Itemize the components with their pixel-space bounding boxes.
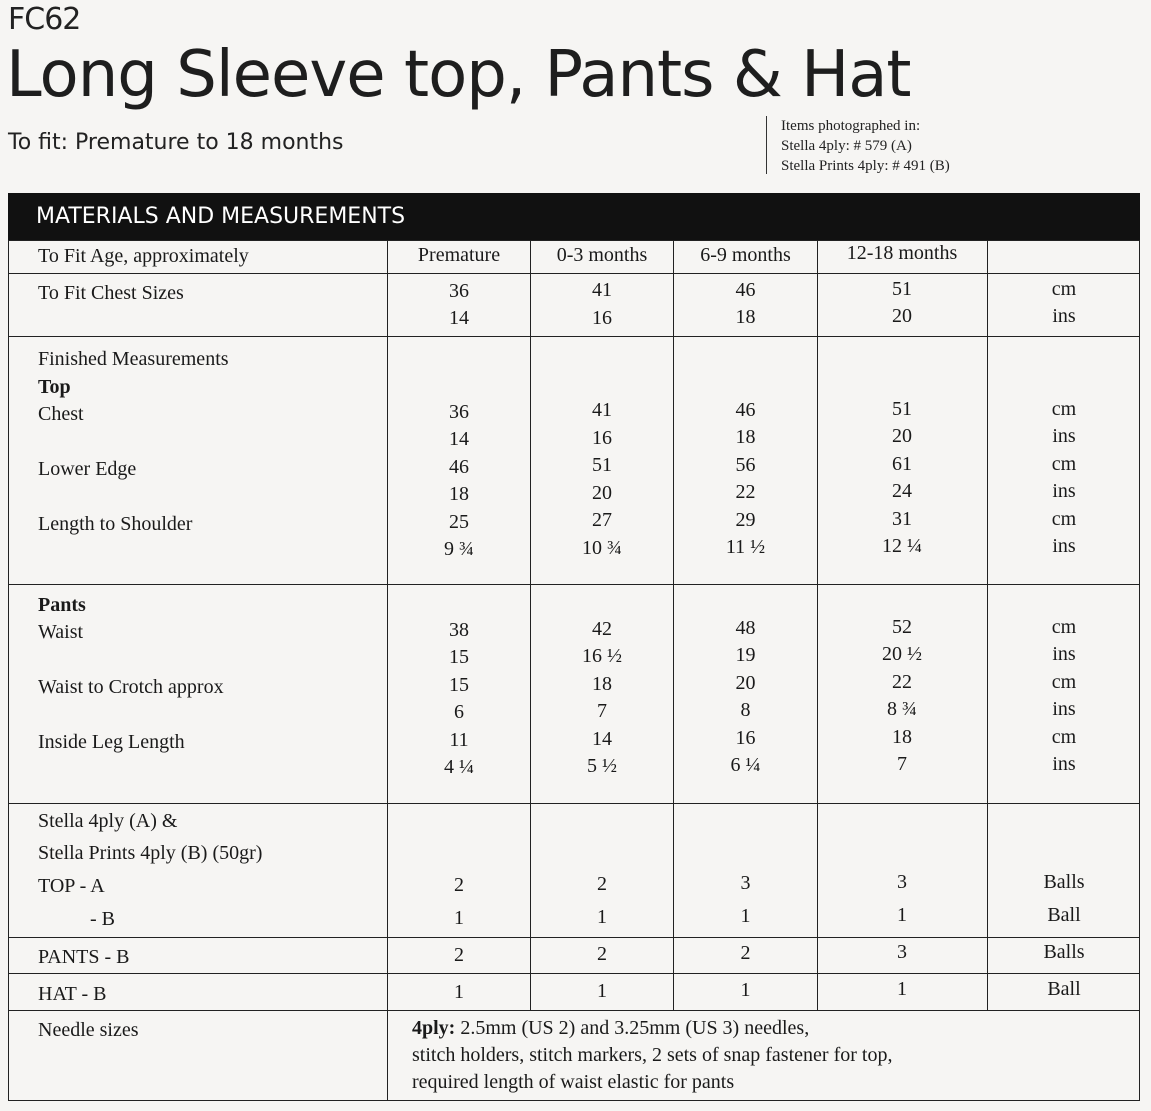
age-0-3: 0-3 months [556,244,648,266]
cell: 18 [592,673,612,695]
top-b-label: - B [90,908,115,930]
cell: 2 [454,874,464,896]
cell: 1 [454,981,464,1003]
cell: 14 [449,428,469,450]
cell: 1 [897,978,907,1000]
age-premature: Premature [417,244,501,266]
unit: cm [1051,671,1077,693]
cell: 2 [454,944,464,966]
length-shoulder-label: Length to Shoulder [38,513,193,535]
unit: cm [1051,278,1077,300]
age-label: To Fit Age, approximately [38,245,249,267]
unit: ins [1052,425,1076,447]
leg-label: Inside Leg Length [38,731,185,753]
pattern-code: FC62 [8,2,81,37]
cell: 24 [892,480,912,502]
cell: 11 [449,729,469,751]
cell: 16 ½ [582,645,622,667]
cell: 18 [449,483,469,505]
cell: 3 [740,872,751,894]
unit: Ball [1047,978,1081,1000]
rule [8,937,1140,938]
cell: 2 [740,942,751,964]
cell: 10 ¾ [582,537,622,559]
cell: 31 [892,508,912,530]
cell: 1 [740,905,751,927]
unit: ins [1052,753,1076,775]
cell: 36 [449,280,469,302]
lower-edge-label: Lower Edge [38,458,137,480]
cell: 8 ¾ [887,698,917,720]
cell: 20 [592,482,612,504]
cell: 15 [449,646,469,668]
rule [8,803,1140,804]
cell: 18 [892,726,912,748]
cell: 51 [892,398,912,420]
rule [8,273,1140,274]
unit: Balls [1043,941,1085,963]
cell: 46 [449,456,469,478]
rule [8,336,1140,337]
cell: 46 [735,399,756,421]
cell: 14 [592,728,612,750]
cell: 61 [892,453,912,475]
crotch-label: Waist to Crotch approx [38,676,224,698]
cell: 14 [449,307,469,329]
cell: 8 [740,699,751,721]
cell: 52 [892,616,912,638]
cell: 11 ½ [725,536,766,558]
photographed-heading: Items photographed in: [781,118,921,134]
cell: 42 [592,618,612,640]
cell: 1 [740,979,751,1001]
cell: 1 [597,980,607,1002]
cell: 3 [897,871,907,893]
cell: 38 [449,619,469,641]
photographed-note [766,116,950,174]
needle-label: Needle sizes [38,1019,139,1041]
cell: 15 [449,674,469,696]
cell: 20 [735,672,756,694]
materials-table [8,193,1140,1101]
cell: 41 [592,399,612,421]
cell: 12 ¼ [882,535,922,557]
cell: 25 [449,511,469,533]
top-chest-label: Chest [38,403,84,425]
yarn-label-2: Stella Prints 4ply (B) (50gr) [38,842,263,864]
rule [8,1100,1140,1101]
cell: 16 [735,727,756,749]
cell: 18 [735,426,756,448]
rule [8,240,9,1100]
waist-label: Waist [38,621,84,643]
cell: 18 [735,306,756,328]
yarn-label-1: Stella 4ply (A) & [38,810,178,832]
cell: 1 [897,904,907,926]
rule [8,973,1140,974]
top-a-label: TOP - A [38,875,105,897]
cell: 7 [897,753,907,775]
needle-ply: 4ply: [412,1017,456,1039]
needle-line-1 [412,1015,809,1042]
age-6-9: 6-9 months [700,244,791,266]
cell: 16 [592,427,612,449]
photographed-yarn-a: Stella 4ply: # 579 (A) [781,138,912,154]
cell: 56 [735,454,756,476]
unit: cm [1051,398,1077,420]
cell: 51 [592,454,612,476]
cell: 16 [592,307,612,329]
hat-b-label: HAT - B [38,983,107,1005]
age-12-18: 12-18 months [846,242,958,264]
unit: ins [1052,698,1076,720]
unit: cm [1051,453,1077,475]
cell: 3 [897,941,907,963]
cell: 51 [892,278,912,300]
cell: 46 [735,279,756,301]
unit: Ball [1047,904,1081,926]
cell: 1 [454,907,464,929]
cell: 6 [454,701,464,723]
cell: 19 [735,644,756,666]
unit: ins [1052,305,1076,327]
unit: cm [1051,616,1077,638]
cell: 29 [735,509,756,531]
cell: 2 [597,943,607,965]
needle-line-2: stitch holders, stitch markers, 2 sets of snap fastener for top, [412,1044,893,1066]
cell: 9 ¾ [444,538,474,560]
cell: 20 [892,305,912,327]
cell: 22 [892,671,912,693]
rule [8,584,1140,585]
chest-size-label: To Fit Chest Sizes [38,282,184,304]
cell: 41 [592,279,612,301]
size-range: To fit: Premature to 18 months [8,130,344,155]
photographed-yarn-b: Stella Prints 4ply: # 491 (B) [781,158,950,174]
cell: 20 [892,425,912,447]
top-label: Top [38,376,71,398]
cell: 6 ¼ [730,754,761,776]
cell: 4 ¼ [444,756,474,778]
pants-label: Pants [38,594,86,616]
cell: 48 [735,617,756,639]
unit: cm [1051,508,1077,530]
unit: Balls [1043,871,1085,893]
cell: 22 [735,481,756,503]
cell: 7 [597,700,607,722]
pants-b-label: PANTS - B [38,946,130,968]
needle-sizes: 2.5mm (US 2) and 3.25mm (US 3) needles, [455,1017,810,1039]
finished-label: Finished Measurements [38,348,229,370]
unit: ins [1052,480,1076,502]
table-heading: MATERIALS AND MEASUREMENTS [8,193,1140,240]
cell: 20 ½ [882,643,922,665]
cell: 27 [592,509,612,531]
cell: 36 [449,401,469,423]
rule [8,1010,1140,1011]
needle-line-3: required length of waist elastic for pants [412,1071,735,1093]
cell: 1 [597,906,607,928]
cell: 2 [597,873,607,895]
page-title: Long Sleeve top, Pants & Hat [6,38,911,112]
unit: ins [1052,643,1076,665]
rule [387,1010,388,1100]
unit: ins [1052,535,1076,557]
cell: 5 ½ [587,755,617,777]
unit: cm [1051,726,1077,748]
